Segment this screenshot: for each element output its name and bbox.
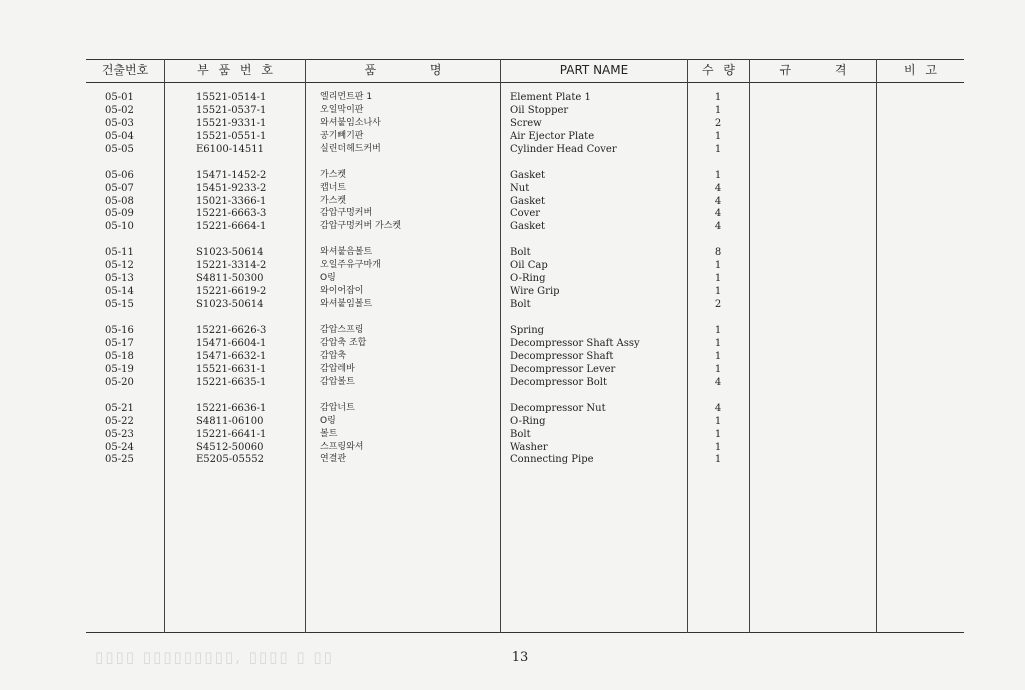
row-part-number: 15221-6663-3 xyxy=(196,208,267,220)
row-part-index: 05-07 xyxy=(105,182,134,194)
row-part-number: S4512-50060 xyxy=(196,441,264,453)
row-korean-name: 오일막이판 xyxy=(320,104,364,115)
row-korean-name: 스프링와셔 xyxy=(320,441,364,452)
row-quantity: 4 xyxy=(714,195,722,207)
row-quantity: 2 xyxy=(714,117,722,129)
row-part-index: 05-14 xyxy=(105,286,134,298)
row-part-number: 15221-6664-1 xyxy=(196,221,267,233)
row-korean-name: 감압구멍커버 가스켓 xyxy=(320,221,402,232)
row-korean-name: 오일주유구마개 xyxy=(320,260,381,271)
header-part-name: PART NAME xyxy=(559,63,629,77)
row-part-index: 05-18 xyxy=(105,350,134,362)
row-part-index: 05-06 xyxy=(105,169,134,181)
row-quantity: 1 xyxy=(714,260,722,272)
row-part-name: Bolt xyxy=(510,247,531,259)
row-korean-name: 가스켓 xyxy=(320,169,347,180)
row-part-number: E6100-14511 xyxy=(196,143,264,155)
row-korean-name: 감압볼트 xyxy=(320,376,355,387)
row-part-index: 05-04 xyxy=(105,130,134,142)
table-row xyxy=(0,195,1025,208)
row-part-name: Oil Stopper xyxy=(510,104,569,116)
table-bottom-rule xyxy=(86,632,964,633)
row-part-number: 15521-0537-1 xyxy=(196,104,267,116)
row-part-index: 05-10 xyxy=(105,221,134,233)
row-quantity: 1 xyxy=(714,130,722,142)
row-korean-name: 공기빼기판 xyxy=(320,130,364,141)
row-korean-name: 감압레바 xyxy=(320,363,355,374)
row-quantity: 1 xyxy=(714,454,722,466)
table-row xyxy=(0,441,1025,454)
row-part-name: Washer xyxy=(510,441,548,453)
table-row xyxy=(0,207,1025,220)
row-part-name: Wire Grip xyxy=(510,286,560,298)
row-part-name: Decompressor Bolt xyxy=(510,376,607,388)
row-quantity: 1 xyxy=(714,273,722,285)
row-part-number: E5205-05552 xyxy=(196,454,264,466)
row-part-name: Gasket xyxy=(510,195,546,207)
page-number: 13 xyxy=(511,650,529,665)
row-part-number: 15021-3366-1 xyxy=(196,195,267,207)
row-part-name: Air Ejector Plate xyxy=(510,130,595,142)
row-quantity: 1 xyxy=(714,415,722,427)
row-part-number: 15221-3314-2 xyxy=(196,260,267,272)
table-top-rule xyxy=(86,59,964,60)
row-quantity: 1 xyxy=(714,169,722,181)
row-part-name: Decompressor Shaft xyxy=(510,350,614,362)
table-row xyxy=(0,415,1025,428)
table-row xyxy=(0,428,1025,441)
row-korean-name: 볼트 xyxy=(320,428,338,439)
row-part-number: 15471-1452-2 xyxy=(196,169,267,181)
row-quantity: 1 xyxy=(714,104,722,116)
row-part-index: 05-21 xyxy=(105,402,134,414)
table-row xyxy=(0,259,1025,272)
row-part-index: 05-13 xyxy=(105,273,134,285)
row-quantity: 4 xyxy=(714,402,722,414)
row-part-index: 05-20 xyxy=(105,376,134,388)
row-part-name: Cylinder Head Cover xyxy=(510,143,617,155)
row-part-name: Element Plate 1 xyxy=(510,92,591,103)
row-part-index: 05-08 xyxy=(105,195,134,207)
row-korean-name: O링 xyxy=(320,273,336,284)
row-part-number: 15221-6626-3 xyxy=(196,325,267,337)
table-row xyxy=(0,130,1025,143)
table-row xyxy=(0,298,1025,311)
row-part-name: Oil Cap xyxy=(510,260,548,272)
row-korean-name: 와셔붙임볼트 xyxy=(320,299,373,309)
row-korean-name: 엘리먼트판 1 xyxy=(320,92,373,102)
row-part-index: 05-09 xyxy=(105,208,134,220)
row-quantity: 1 xyxy=(714,92,722,103)
row-quantity: 4 xyxy=(714,208,722,220)
table-row xyxy=(0,324,1025,337)
row-quantity: 4 xyxy=(714,376,722,388)
row-part-name: Nut xyxy=(510,182,530,194)
table-row xyxy=(0,220,1025,233)
row-part-name: O-Ring xyxy=(510,415,546,427)
row-part-index: 05-03 xyxy=(105,117,134,129)
row-quantity: 4 xyxy=(714,182,722,194)
row-korean-name: 가스켓 xyxy=(320,195,347,206)
row-quantity: 1 xyxy=(714,350,722,362)
row-quantity: 4 xyxy=(714,221,722,233)
row-part-index: 05-23 xyxy=(105,428,134,440)
row-part-number: 15521-0551-1 xyxy=(196,130,267,142)
row-quantity: 1 xyxy=(714,286,722,298)
row-part-number: 15521-9331-1 xyxy=(196,117,267,129)
row-part-name: Gasket xyxy=(510,221,546,233)
row-part-number: S1023-50614 xyxy=(196,247,264,259)
row-quantity: 1 xyxy=(714,325,722,337)
row-korean-name: 연결관 xyxy=(320,454,347,465)
row-part-number: S4811-06100 xyxy=(196,415,264,427)
row-korean-name: 와셔붙임소나사 xyxy=(320,117,381,128)
table-row xyxy=(0,376,1025,389)
row-quantity: 1 xyxy=(714,338,722,349)
row-korean-name: 감압너트 xyxy=(320,402,355,413)
table-row xyxy=(0,402,1025,415)
header-name-kr: 품 명 xyxy=(364,63,442,77)
row-korean-name: 감압축 xyxy=(320,350,347,361)
row-korean-name: 감압스프링 xyxy=(320,325,364,336)
row-korean-name: 캡너트 xyxy=(320,182,347,193)
row-part-index: 05-11 xyxy=(105,247,134,259)
row-part-name: Cover xyxy=(510,208,541,220)
row-part-index: 05-25 xyxy=(105,454,134,466)
row-part-name: Bolt xyxy=(510,299,531,310)
row-quantity: 1 xyxy=(714,143,722,155)
row-quantity: 2 xyxy=(714,299,722,310)
row-part-name: Gasket xyxy=(510,169,546,181)
row-korean-name: 실린더헤드커버 xyxy=(320,143,381,154)
row-part-number: S4811-50300 xyxy=(196,273,264,285)
row-part-name: Decompressor Lever xyxy=(510,363,616,375)
row-part-number: 15471-6604-1 xyxy=(196,338,267,349)
row-korean-name: 감압구멍커버 xyxy=(320,208,373,219)
bleed-through-text: ▯▯▯▯ ▯▯▯▯▯▯▯▯▯, ▯▯▯▯ ▯ ▯▯ xyxy=(95,648,334,666)
row-part-index: 05-22 xyxy=(105,415,134,427)
row-part-number: 15521-6631-1 xyxy=(196,363,267,375)
row-part-number: 15221-6641-1 xyxy=(196,428,267,440)
row-part-number: 15471-6632-1 xyxy=(196,350,267,362)
table-row xyxy=(0,143,1025,156)
header-remarks: 비 고 xyxy=(904,63,937,77)
table-row xyxy=(0,337,1025,350)
header-bottom-rule xyxy=(86,82,964,83)
table-row xyxy=(0,117,1025,130)
row-part-index: 05-02 xyxy=(105,104,134,116)
row-part-number: 15221-6619-2 xyxy=(196,286,267,298)
row-part-name: Screw xyxy=(510,117,542,129)
row-part-number: 15521-0514-1 xyxy=(196,92,267,103)
row-korean-name: 와이어잡이 xyxy=(320,286,364,297)
row-quantity: 1 xyxy=(714,428,722,440)
row-korean-name: 감압축 조합 xyxy=(320,338,367,348)
table-row xyxy=(0,285,1025,298)
row-part-index: 05-01 xyxy=(105,92,134,103)
row-part-name: Decompressor Nut xyxy=(510,402,606,414)
table-row xyxy=(0,350,1025,363)
table-row xyxy=(0,169,1025,182)
row-part-name: Bolt xyxy=(510,428,531,440)
row-quantity: 1 xyxy=(714,441,722,453)
header-spec: 규 격 xyxy=(779,63,847,77)
row-korean-name: O링 xyxy=(320,415,336,426)
row-part-name: O-Ring xyxy=(510,273,546,285)
header-part-no: 부 품 번 호 xyxy=(197,63,273,77)
row-part-name: Connecting Pipe xyxy=(510,454,594,466)
table-row xyxy=(0,91,1025,104)
row-part-index: 05-19 xyxy=(105,363,134,375)
row-quantity: 1 xyxy=(714,363,722,375)
row-part-name: Spring xyxy=(510,325,545,337)
row-part-number: 15221-6635-1 xyxy=(196,376,267,388)
row-part-index: 05-12 xyxy=(105,260,134,272)
row-part-number: 15221-6636-1 xyxy=(196,402,267,414)
row-part-name: Decompressor Shaft Assy xyxy=(510,338,640,349)
row-part-number: 15451-9233-2 xyxy=(196,182,267,194)
row-part-index: 05-05 xyxy=(105,143,134,155)
row-korean-name: 와셔붙음볼트 xyxy=(320,247,373,258)
row-part-index: 05-24 xyxy=(105,441,134,453)
row-part-index: 05-15 xyxy=(105,299,134,310)
header-no: 건출번호 xyxy=(101,63,149,77)
table-row xyxy=(0,246,1025,259)
header-qty: 수 량 xyxy=(702,63,735,77)
table-row xyxy=(0,182,1025,195)
row-quantity: 8 xyxy=(714,247,722,259)
table-row xyxy=(0,453,1025,466)
row-part-index: 05-17 xyxy=(105,338,134,349)
table-row xyxy=(0,363,1025,376)
row-part-number: S1023-50614 xyxy=(196,299,264,310)
row-part-index: 05-16 xyxy=(105,325,134,337)
table-row xyxy=(0,272,1025,285)
table-row xyxy=(0,104,1025,117)
